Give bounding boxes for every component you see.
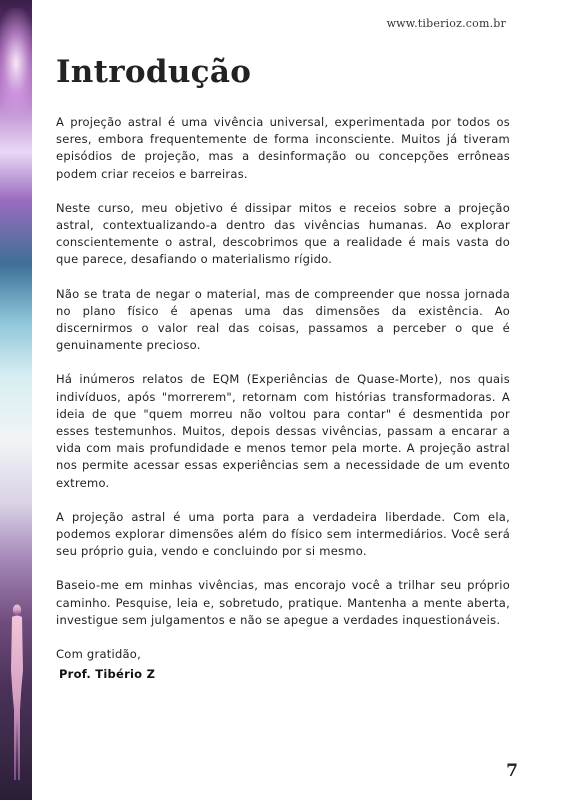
author-signature: Prof. Tibério Z [59,667,156,682]
page-number: 7 [506,761,518,781]
paragraph: A projeção astral é uma vivência universal, experimentada por todos os seres, embora frequentemente de forma inconsciente. Muitos já tiveram episódios de projeção, mas a desinformação ou concepções errôneas podem criar receios e barreiras. [56,115,510,181]
body-text [56,114,510,683]
closing-line: Com gratidão, [56,647,141,662]
paragraph: Não se trata de negar o material, mas de compreender que nossa jornada no plano físico é apenas uma das dimensões da existência. Ao discernirmos o valor real das coisas, passamos a perceber o que é genuinamente precioso. [56,286,510,353]
paragraph: Baseio-me em minhas vivências, mas encorajo você a trilhar seu próprio caminho. Pesquise, leia e, sobretudo, pratique. Mantenha a mente aberta, investigue sem julgamentos e não se apegue a verdades inquestionáveis. [56,578,510,627]
side-decorative-image [0,0,32,800]
standing-person-silhouette-icon [8,600,26,785]
paragraph: Neste curso, meu objetivo é dissipar mitos e receios sobre a projeção astral, contextualizando-a dentro das vivências humanas. Ao explorar conscientemente o astral, descobrimos que a realidade é mais vasta do que parece, desafiando o materialismo rígido. [56,200,510,267]
paragraph: A projeção astral é uma porta para a verdadeira liberdade. Com ela, podemos explorar dimensões além do físico sem intermediários. Você será seu próprio guia, vendo e concluindo por si mesmo. [56,509,510,559]
paragraph: Há inúmeros relatos de EQM (Experiências de Quase-Morte), nos quais indivíduos, após "morrerem", retornam com histórias transformadoras. A ideia de que "quem morreu não voltou para contar" é desmentida por esses testemunhos. Muitos, depois dessas vivências, passam a encarar a vida com mais profundidade e menos temor pela morte. A projeção astral nos permite acessar essas experiências sem a necessidade de um evento extremo. [56,372,510,490]
light-burst-decoration [0,8,32,118]
site-url: www.tiberioz.com.br [386,17,506,30]
page-title: Introdução [56,54,252,90]
